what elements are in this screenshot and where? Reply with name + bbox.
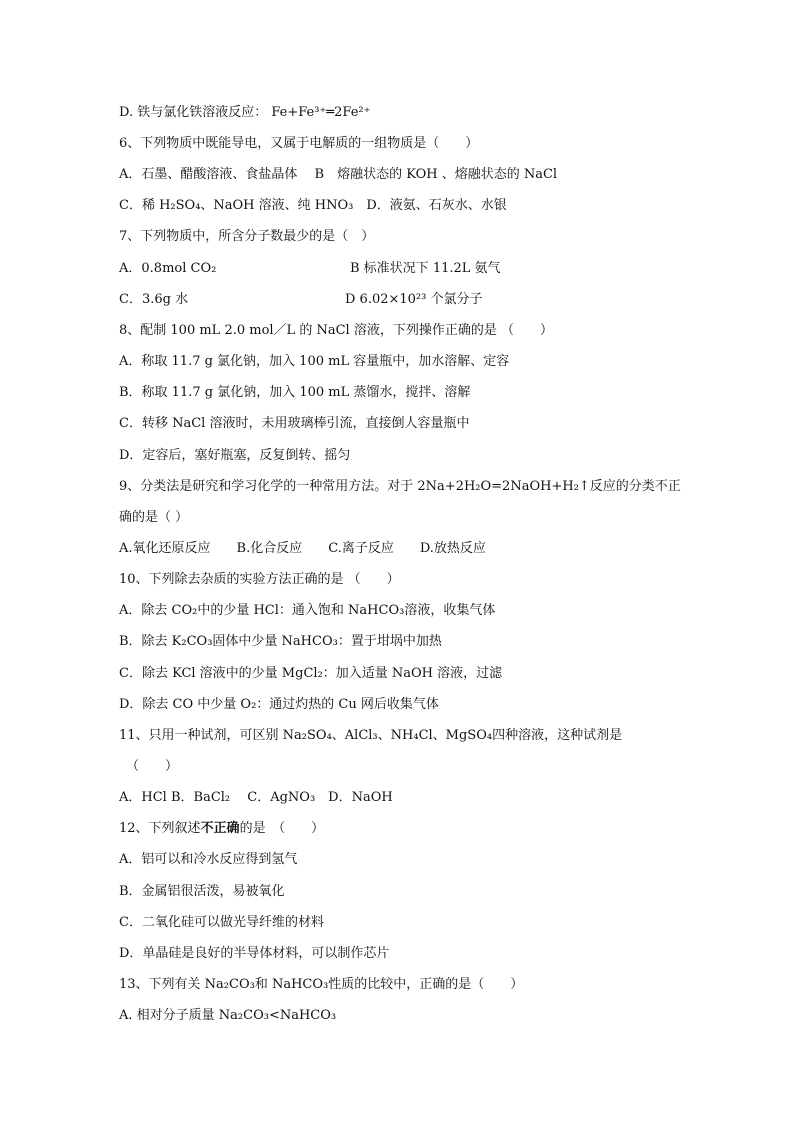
question-10-stem: 10、下列除去杂质的实验方法正确的是 （ ） [119,572,400,587]
question-5-option-d: D. 铁与氯化铁溶液反应： Fe+Fe³⁺═2Fe²⁺ [119,105,371,120]
question-12-emphasis: 不正确 [200,821,240,836]
question-13-option-a: A. 相对分子质量 Na₂CO₃<NaHCO₃ [119,1008,337,1023]
question-12-stem-tail: 的是 （ ） [239,821,325,836]
question-7-option-d: D 6.02×10²³ 个氯分子 [345,292,483,307]
question-10-option-d: D．除去 CO 中少量 O₂：通过灼热的 Cu 网后收集气体 [119,697,439,712]
question-10-option-a: A．除去 CO₂中的少量 HCl：通入饱和 NaHCO₃溶液，收集气体 [119,603,496,618]
question-13-stem: 13、下列有关 Na₂CO₃和 NaHCO₃性质的比较中，正确的是（ ） [119,977,524,992]
question-12-option-a: A．铝可以和冷水反应得到氢气 [119,852,298,867]
question-7-option-a: A．0.8mol CO₂ [119,261,217,276]
question-12-stem-head: 12、下列叙述 [119,821,201,836]
question-6-options-cd: C．稀 H₂SO₄、NaOH 溶液、纯 HNO₃ D．液氨、石灰水、水银 [119,198,507,213]
question-9-stem: 9、分类法是研究和学习化学的一种常用方法。对于 2Na+2H₂O=2NaOH+H₂↑反应的分类不正 [119,479,681,494]
question-8-option-d: D．定容后，塞好瓶塞，反复倒转、摇匀 [119,448,351,463]
question-11-stem: 11、只用一种试剂，可区别 Na₂SO₄、AlCl₃、NH₄Cl、MgSO₄四种溶液，这种试剂是 [119,728,623,743]
question-11-blank: （ ） [126,759,179,774]
question-6-stem: 6、下列物质中既能导电，又属于电解质的一组物质是（ ） [119,136,479,151]
question-12-option-b: B．金属铝很活泼，易被氧化 [119,884,285,899]
question-10-option-b: B．除去 K₂CO₃固体中少量 NaHCO₃：置于坩埚中加热 [119,634,442,649]
question-6-options-ab: A．石墨、醋酸溶液、食盐晶体 B 熔融状态的 KOH 、熔融状态的 NaCl [119,167,558,182]
question-7-option-c: C．3.6g 水 [119,292,189,307]
question-8-option-a: A．称取 11.7 g 氯化钠，加入 100 mL 容量瓶中，加水溶解、定容 [119,354,510,369]
question-8-stem: 8、配制 100 mL 2.0 mol／L 的 NaCl 溶液，下列操作正确的是 （ ） [119,323,553,338]
question-9-options: A.氧化还原反应 B.化合反应 C.离子反应 D.放热反应 [119,541,486,556]
question-12-option-d: D．单晶硅是良好的半导体材料，可以制作芯片 [119,946,390,961]
question-7-option-b: B 标准状况下 11.2L 氨气 [350,261,501,276]
question-8-option-b: B．称取 11.7 g 氯化钠，加入 100 mL 蒸馏水，搅拌、溶解 [119,385,471,400]
question-7-stem: 7、下列物质中，所含分子数最少的是（ ） [119,229,375,244]
question-12-stem [119,819,324,839]
question-11-options: A．HCl B．BaCl₂ C．AgNO₃ D．NaOH [119,790,393,805]
question-8-option-c: C．转移 NaCl 溶液时，未用玻璃棒引流，直接倒人容量瓶中 [119,416,470,431]
question-10-option-c: C．除去 KCl 溶液中的少量 MgCl₂：加入适量 NaOH 溶液，过滤 [119,666,503,681]
question-12-option-c: C．二氧化硅可以做光导纤维的材料 [119,915,324,930]
question-9-stem-cont: 确的是（ ） [119,510,189,525]
